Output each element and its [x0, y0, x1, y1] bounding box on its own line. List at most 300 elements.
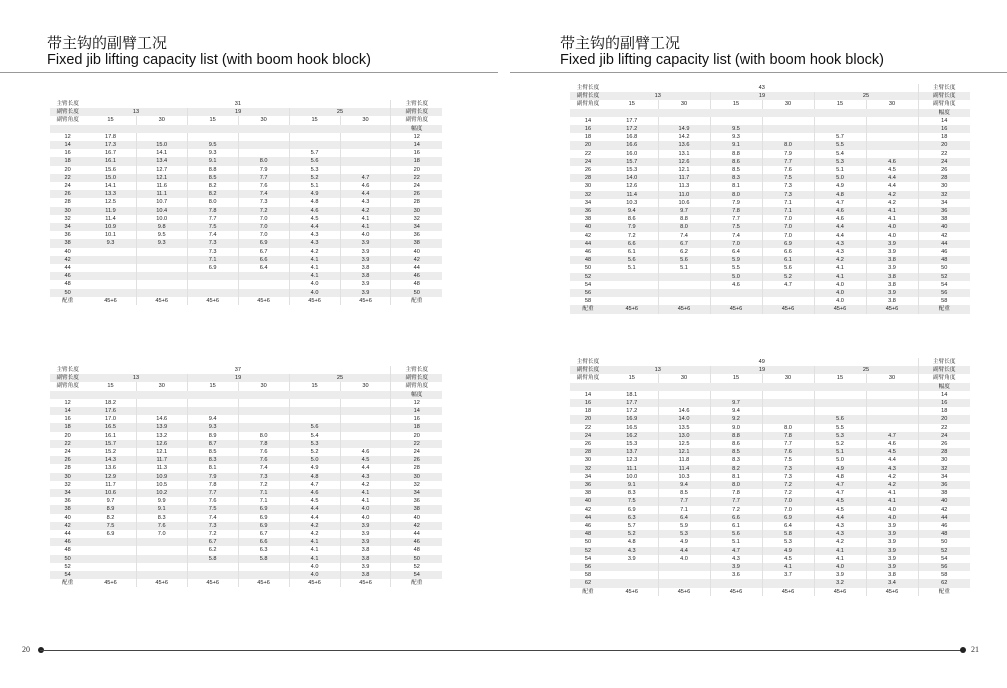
capacity-value: 7.1 — [187, 256, 238, 264]
boom-length-value: 37 — [85, 366, 391, 374]
capacity-value: 4.1 — [340, 489, 391, 497]
capacity-row — [50, 481, 442, 489]
capacity-row — [50, 174, 442, 182]
capacity-value — [762, 133, 814, 141]
capacity-value: 4.0 — [289, 571, 340, 579]
capacity-value: 12.3 — [606, 456, 658, 464]
capacity-row — [570, 547, 970, 555]
capacity-value — [814, 407, 866, 415]
capacity-value: 11.4 — [658, 465, 710, 473]
capacity-value: 6.9 — [187, 264, 238, 272]
capacity-value: 9.1 — [187, 157, 238, 165]
radius-value: 18 — [391, 423, 442, 431]
radius-value: 42 — [50, 522, 85, 530]
boom-length-label: 主臂长度 — [391, 100, 442, 108]
capacity-value: 5.3 — [762, 538, 814, 546]
radius-value: 50 — [50, 289, 85, 297]
capacity-value — [658, 391, 710, 399]
capacity-row — [570, 117, 970, 125]
radius-header-spacer — [570, 109, 606, 117]
capacity-value: 14.6 — [658, 407, 710, 415]
capacity-value: 8.9 — [187, 432, 238, 440]
capacity-value: 3.8 — [866, 297, 918, 305]
radius-value: 46 — [918, 522, 970, 530]
capacity-value — [658, 289, 710, 297]
jib-angle-label: 副臂角度 — [50, 382, 85, 390]
capacity-value: 9.1 — [710, 141, 762, 149]
radius-value: 24 — [391, 182, 442, 190]
capacity-value: 4.4 — [340, 464, 391, 472]
capacity-row — [570, 125, 970, 133]
capacity-value: 5.6 — [289, 157, 340, 165]
radius-value: 30 — [570, 182, 606, 190]
capacity-value: 3.9 — [866, 289, 918, 297]
capacity-value: 7.2 — [710, 506, 762, 514]
capacity-value: 7.1 — [238, 489, 289, 497]
capacity-value: 7.4 — [187, 514, 238, 522]
capacity-value: 17.7 — [606, 399, 658, 407]
counterweight-value: 45+6 — [136, 579, 187, 587]
capacity-value: 4.9 — [762, 547, 814, 555]
title-zh: 带主钩的副臂工况 — [47, 34, 168, 52]
capacity-value: 4.5 — [814, 497, 866, 505]
capacity-value: 4.6 — [814, 207, 866, 215]
radius-value: 12 — [391, 399, 442, 407]
capacity-value: 9.8 — [136, 223, 187, 231]
radius-value: 16 — [391, 149, 442, 157]
radius-value: 24 — [50, 448, 85, 456]
capacity-value: 5.4 — [289, 432, 340, 440]
capacity-value: 5.8 — [187, 555, 238, 563]
radius-value: 44 — [50, 530, 85, 538]
capacity-value: 16.5 — [606, 424, 658, 432]
radius-value: 38 — [570, 489, 606, 497]
capacity-value: 18.1 — [606, 391, 658, 399]
capacity-value: 8.0 — [762, 424, 814, 432]
capacity-value: 16.6 — [606, 141, 658, 149]
radius-value: 22 — [570, 424, 606, 432]
capacity-value — [340, 166, 391, 174]
capacity-value — [606, 273, 658, 281]
capacity-value — [340, 149, 391, 157]
capacity-value: 4.7 — [814, 199, 866, 207]
capacity-value — [866, 133, 918, 141]
capacity-value — [340, 157, 391, 165]
capacity-value: 4.1 — [340, 497, 391, 505]
radius-value: 32 — [391, 215, 442, 223]
capacity-value: 12.7 — [136, 166, 187, 174]
capacity-value — [340, 415, 391, 423]
radius-header-spacer — [85, 125, 391, 133]
capacity-value — [85, 546, 136, 554]
radius-value: 40 — [918, 223, 970, 231]
capacity-value: 3.9 — [606, 555, 658, 563]
jib-length-value: 13 — [85, 374, 187, 382]
capacity-value: 9.7 — [85, 497, 136, 505]
radius-value: 22 — [918, 424, 970, 432]
capacity-value: 13.0 — [658, 432, 710, 440]
capacity-value — [85, 571, 136, 579]
capacity-value: 7.0 — [238, 231, 289, 239]
capacity-value — [866, 407, 918, 415]
capacity-value — [340, 440, 391, 448]
radius-header-spacer — [50, 391, 85, 399]
capacity-row — [50, 182, 442, 190]
capacity-value: 4.2 — [866, 481, 918, 489]
title-en: Fixed jib lifting capacity list (with boom hook block) — [47, 52, 371, 69]
capacity-value: 6.3 — [606, 514, 658, 522]
capacity-value: 7.0 — [762, 223, 814, 231]
capacity-value — [762, 399, 814, 407]
capacity-value: 4.3 — [289, 239, 340, 247]
capacity-value: 6.6 — [710, 514, 762, 522]
radius-header-row — [50, 125, 442, 133]
radius-value: 48 — [570, 256, 606, 264]
radius-value: 22 — [391, 440, 442, 448]
capacity-value — [136, 272, 187, 280]
capacity-value: 5.3 — [289, 440, 340, 448]
capacity-value: 7.6 — [238, 456, 289, 464]
capacity-value — [340, 423, 391, 431]
capacity-value: 8.7 — [187, 440, 238, 448]
capacity-value: 3.9 — [340, 289, 391, 297]
capacity-row — [570, 248, 970, 256]
capacity-value: 3.9 — [866, 538, 918, 546]
jib-angle-value: 15 — [289, 382, 340, 390]
capacity-row — [570, 522, 970, 530]
radius-value: 56 — [918, 289, 970, 297]
capacity-value: 8.2 — [85, 514, 136, 522]
radius-value: 28 — [50, 198, 85, 206]
radius-value: 38 — [918, 215, 970, 223]
capacity-value — [289, 133, 340, 141]
capacity-value: 7.5 — [710, 223, 762, 231]
capacity-value: 4.9 — [289, 190, 340, 198]
capacity-value: 7.7 — [187, 215, 238, 223]
capacity-value: 7.9 — [606, 223, 658, 231]
radius-header-spacer — [50, 125, 85, 133]
jib-angle-row — [570, 100, 970, 108]
capacity-value: 4.4 — [340, 190, 391, 198]
jib-length-row — [50, 374, 442, 382]
capacity-value: 16.7 — [85, 149, 136, 157]
capacity-value — [658, 297, 710, 305]
radius-value: 38 — [391, 239, 442, 247]
radius-value: 28 — [570, 448, 606, 456]
radius-value: 52 — [570, 273, 606, 281]
capacity-row — [570, 182, 970, 190]
radius-value: 44 — [391, 264, 442, 272]
capacity-value: 3.9 — [866, 530, 918, 538]
radius-value: 16 — [570, 125, 606, 133]
radius-value: 44 — [570, 514, 606, 522]
radius-value: 56 — [570, 289, 606, 297]
capacity-value: 4.1 — [814, 273, 866, 281]
capacity-value: 15.7 — [85, 440, 136, 448]
capacity-value — [762, 125, 814, 133]
capacity-row — [570, 415, 970, 423]
radius-value: 16 — [570, 399, 606, 407]
capacity-value: 4.2 — [340, 207, 391, 215]
capacity-value: 5.2 — [289, 174, 340, 182]
counterweight-label: 配重 — [918, 588, 970, 596]
jib-length-value: 13 — [85, 108, 187, 116]
capacity-value: 4.7 — [814, 481, 866, 489]
capacity-value: 3.9 — [340, 538, 391, 546]
capacity-value — [762, 579, 814, 587]
boom-length-value: 49 — [606, 358, 918, 366]
capacity-value: 9.5 — [710, 125, 762, 133]
capacity-row — [570, 281, 970, 289]
radius-value: 28 — [918, 174, 970, 182]
radius-value: 30 — [918, 182, 970, 190]
radius-header-row — [50, 391, 442, 399]
capacity-value — [710, 391, 762, 399]
capacity-value: 4.0 — [866, 514, 918, 522]
capacity-value: 14.6 — [136, 415, 187, 423]
jib-length-label: 副臂长度 — [570, 92, 606, 100]
capacity-row — [570, 297, 970, 305]
capacity-value: 3.8 — [340, 272, 391, 280]
capacity-value: 3.9 — [866, 547, 918, 555]
capacity-value: 5.5 — [814, 424, 866, 432]
capacity-value: 4.4 — [866, 174, 918, 182]
capacity-value: 14.0 — [606, 174, 658, 182]
capacity-value — [866, 391, 918, 399]
jib-length-row — [570, 92, 970, 100]
capacity-value: 4.1 — [814, 547, 866, 555]
jib-length-label: 副臂长度 — [391, 108, 442, 116]
capacity-value: 9.7 — [658, 207, 710, 215]
capacity-value: 3.8 — [340, 264, 391, 272]
capacity-value: 7.5 — [187, 223, 238, 231]
radius-value: 42 — [50, 256, 85, 264]
jib-angle-value: 30 — [238, 382, 289, 390]
boom-length-label: 主臂长度 — [570, 84, 606, 92]
jib-angle-label: 副臂角度 — [570, 374, 606, 382]
capacity-value: 7.3 — [187, 239, 238, 247]
capacity-value — [85, 563, 136, 571]
radius-value: 28 — [391, 198, 442, 206]
capacity-value: 6.9 — [238, 514, 289, 522]
radius-value: 54 — [50, 571, 85, 579]
capacity-value: 13.7 — [606, 448, 658, 456]
capacity-value: 13.4 — [136, 157, 187, 165]
jib-angle-row — [50, 116, 442, 124]
capacity-row — [570, 174, 970, 182]
capacity-value: 5.6 — [289, 423, 340, 431]
capacity-value: 3.2 — [814, 579, 866, 587]
radius-value: 46 — [570, 522, 606, 530]
capacity-value: 6.4 — [658, 514, 710, 522]
capacity-value: 12.1 — [136, 448, 187, 456]
capacity-value: 6.9 — [238, 239, 289, 247]
capacity-value: 3.9 — [866, 248, 918, 256]
capacity-value: 8.6 — [710, 440, 762, 448]
capacity-value — [658, 563, 710, 571]
capacity-row — [50, 133, 442, 141]
capacity-value: 4.5 — [814, 506, 866, 514]
capacity-value: 4.0 — [658, 555, 710, 563]
jib-angle-value: 30 — [762, 100, 814, 108]
capacity-value: 7.8 — [187, 207, 238, 215]
radius-value: 24 — [570, 158, 606, 166]
capacity-value: 4.5 — [866, 166, 918, 174]
radius-value: 30 — [391, 473, 442, 481]
radius-value: 40 — [391, 514, 442, 522]
capacity-value: 8.0 — [187, 198, 238, 206]
jib-length-value: 19 — [710, 92, 814, 100]
capacity-value — [289, 415, 340, 423]
counterweight-value: 45+6 — [289, 297, 340, 305]
radius-value: 38 — [50, 239, 85, 247]
capacity-row — [50, 215, 442, 223]
capacity-value — [340, 407, 391, 415]
capacity-value — [710, 579, 762, 587]
capacity-row — [570, 166, 970, 174]
jib-length-row — [50, 108, 442, 116]
capacity-value: 4.1 — [289, 256, 340, 264]
capacity-row — [570, 158, 970, 166]
capacity-value — [658, 579, 710, 587]
capacity-value: 3.9 — [710, 563, 762, 571]
capacity-value: 9.3 — [85, 239, 136, 247]
radius-value: 58 — [918, 571, 970, 579]
capacity-value: 5.0 — [814, 456, 866, 464]
radius-label: 幅度 — [918, 109, 970, 117]
jib-angle-value: 30 — [658, 100, 710, 108]
capacity-value — [85, 538, 136, 546]
radius-value: 18 — [918, 407, 970, 415]
radius-value: 40 — [570, 223, 606, 231]
capacity-value: 11.3 — [658, 182, 710, 190]
capacity-row — [50, 514, 442, 522]
counterweight-value: 45+6 — [710, 305, 762, 313]
capacity-value: 15.3 — [606, 166, 658, 174]
capacity-value: 5.2 — [289, 448, 340, 456]
radius-value: 62 — [570, 579, 606, 587]
radius-value: 46 — [570, 248, 606, 256]
boom-length-label: 主臂长度 — [50, 366, 85, 374]
capacity-value: 4.3 — [340, 473, 391, 481]
radius-value: 48 — [391, 546, 442, 554]
radius-value: 18 — [391, 157, 442, 165]
capacity-row — [50, 522, 442, 530]
capacity-value: 11.7 — [136, 456, 187, 464]
jib-length-label: 副臂长度 — [918, 92, 970, 100]
radius-value: 32 — [570, 191, 606, 199]
capacity-value: 8.5 — [187, 174, 238, 182]
radius-value: 52 — [50, 563, 85, 571]
capacity-value — [238, 423, 289, 431]
radius-value: 36 — [918, 481, 970, 489]
radius-value: 54 — [391, 571, 442, 579]
capacity-value: 14.3 — [85, 456, 136, 464]
capacity-row — [570, 223, 970, 231]
capacity-row — [50, 399, 442, 407]
capacity-value: 3.9 — [866, 522, 918, 530]
radius-value: 46 — [391, 538, 442, 546]
capacity-value: 9.2 — [710, 415, 762, 423]
capacity-value: 5.0 — [289, 456, 340, 464]
capacity-value: 5.3 — [814, 158, 866, 166]
capacity-value: 12.6 — [136, 440, 187, 448]
capacity-value: 5.3 — [289, 166, 340, 174]
capacity-value: 10.9 — [136, 473, 187, 481]
counterweight-value: 45+6 — [187, 579, 238, 587]
radius-value: 52 — [570, 547, 606, 555]
capacity-value: 7.0 — [710, 240, 762, 248]
radius-value: 44 — [918, 514, 970, 522]
capacity-value — [814, 117, 866, 125]
capacity-value: 6.4 — [762, 522, 814, 530]
capacity-value: 5.1 — [710, 538, 762, 546]
jib-angle-value: 30 — [340, 382, 391, 390]
capacity-value: 10.6 — [658, 199, 710, 207]
capacity-value: 4.3 — [866, 465, 918, 473]
radius-value: 14 — [50, 407, 85, 415]
title-zh: 带主钩的副臂工况 — [560, 34, 681, 52]
capacity-value: 4.0 — [289, 563, 340, 571]
radius-value: 24 — [50, 182, 85, 190]
radius-value: 26 — [570, 440, 606, 448]
capacity-value: 4.3 — [606, 547, 658, 555]
capacity-value — [136, 264, 187, 272]
capacity-value: 3.9 — [340, 248, 391, 256]
boom-length-row — [50, 100, 442, 108]
capacity-value: 3.9 — [866, 563, 918, 571]
jib-length-label: 副臂长度 — [50, 374, 85, 382]
jib-angle-label: 副臂角度 — [918, 374, 970, 382]
radius-value: 36 — [918, 207, 970, 215]
counterweight-value: 45+6 — [238, 297, 289, 305]
jib-angle-row — [570, 374, 970, 382]
radius-value: 20 — [918, 415, 970, 423]
capacity-value: 8.8 — [187, 166, 238, 174]
capacity-value — [289, 399, 340, 407]
capacity-value — [136, 256, 187, 264]
capacity-row — [50, 264, 442, 272]
capacity-value — [187, 399, 238, 407]
capacity-value: 13.1 — [658, 150, 710, 158]
capacity-value: 6.1 — [762, 256, 814, 264]
radius-value: 22 — [570, 150, 606, 158]
capacity-value: 4.5 — [289, 497, 340, 505]
capacity-value — [289, 407, 340, 415]
radius-value: 16 — [918, 125, 970, 133]
radius-value: 20 — [918, 141, 970, 149]
capacity-value: 17.8 — [85, 133, 136, 141]
capacity-value: 7.0 — [238, 223, 289, 231]
capacity-row — [570, 571, 970, 579]
capacity-value: 5.2 — [606, 530, 658, 538]
radius-value: 32 — [918, 191, 970, 199]
radius-value: 14 — [570, 391, 606, 399]
capacity-value — [814, 125, 866, 133]
capacity-value: 9.5 — [187, 141, 238, 149]
capacity-value: 11.6 — [136, 182, 187, 190]
radius-value: 44 — [391, 530, 442, 538]
radius-value: 14 — [391, 141, 442, 149]
capacity-value: 4.1 — [814, 264, 866, 272]
capacity-value: 3.9 — [340, 256, 391, 264]
capacity-value: 6.4 — [238, 264, 289, 272]
capacity-value: 4.2 — [340, 481, 391, 489]
capacity-value: 10.3 — [658, 473, 710, 481]
capacity-value: 3.9 — [866, 555, 918, 563]
capacity-value — [238, 141, 289, 149]
capacity-value: 5.8 — [238, 555, 289, 563]
